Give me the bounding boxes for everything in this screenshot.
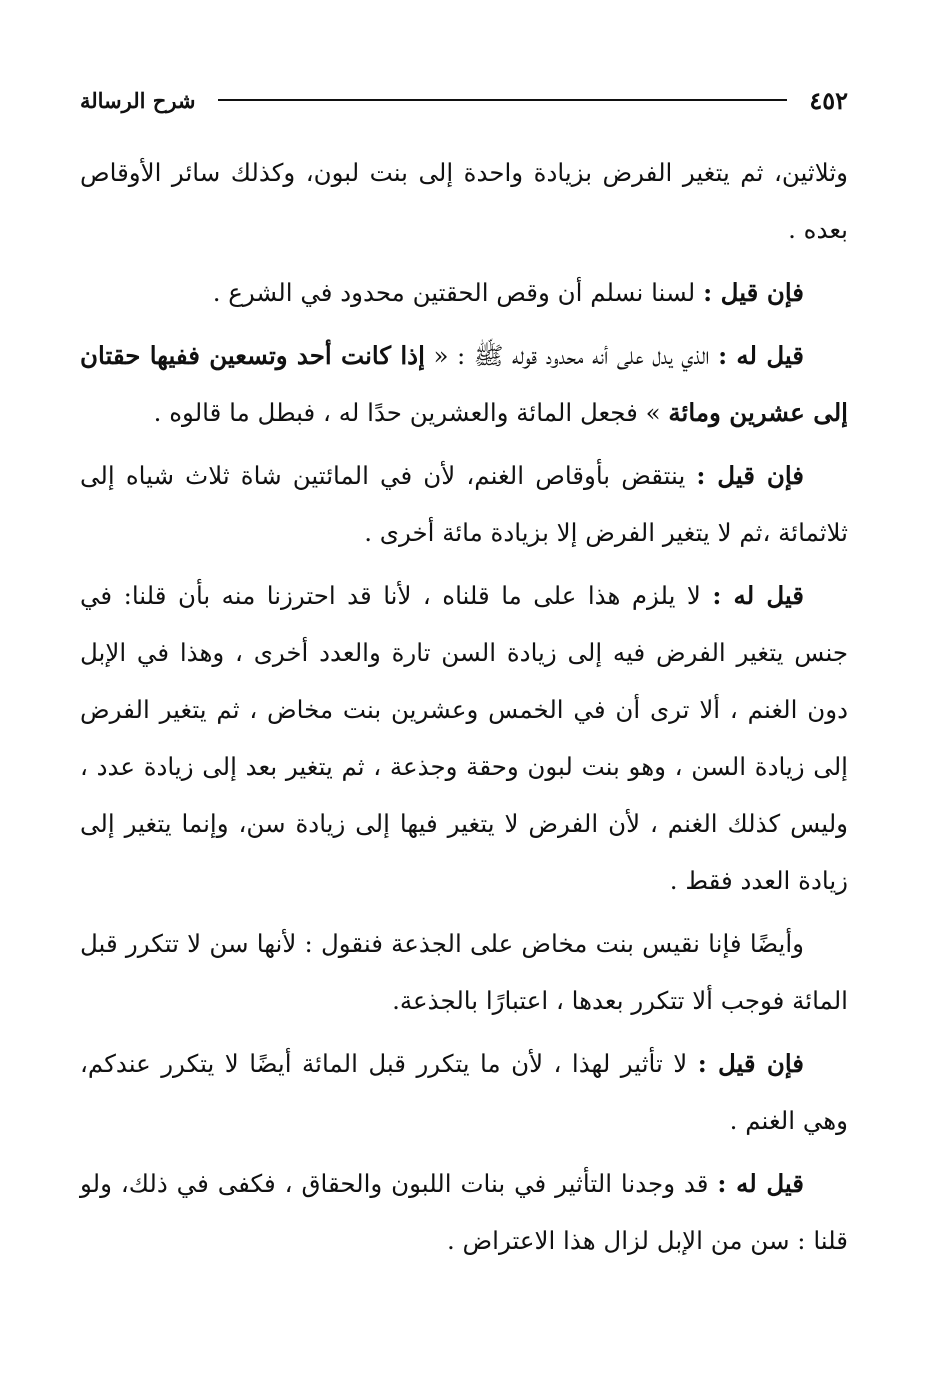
paragraph — [80, 1035, 848, 1149]
paragraph-lead: قيل له : — [717, 1169, 804, 1198]
running-header — [80, 78, 848, 122]
paragraph-text: وثلاثين، ثم يتغير الفرض بزيادة واحدة إلى بنت لبون، وكذلك سائر الأوقاص بعده . — [80, 158, 848, 244]
paragraph — [80, 144, 848, 258]
paragraph-text: لا يلزم هذا على ما قلناه ، لأنا قد احترزنا منه بأن قلنا: في جنس يتغير الفرض فيه إلى زيادة السن تارة والعدد أخرى ، وهذا في الإبل دون الغنم ، ألا ترى أن في الخمس وعشرين بنت مخاض ، ثم يتغير الفرض إلى زيادة السن ، وهو بنت لبون وحقة وجذعة ، ثم يتغير بعد إلى زيادة عدد ، وليس كذلك الغنم ، لأن الفرض لا يتغير فيها إلى زيادة سن، وإنما يتغير إلى زيادة العدد فقط . — [80, 581, 848, 895]
paragraph-text: ينتقض بأوقاص الغنم، لأن في المائتين شاة ثلاث شياه إلى ثلاثمائة ،ثم لا يتغير الفرض إلا بزيادة مائة أخرى . — [80, 461, 848, 547]
paragraph-lead: فإن قيل : — [703, 278, 804, 307]
paragraph — [80, 327, 848, 441]
paragraph-lead: فإن قيل : — [697, 1049, 804, 1078]
paragraph-text: وأيضًا فإنا نقيس بنت مخاض على الجذعة فنقول : لأنها سن لا تتكرر قبل المائة فوجب ألا تتكرر بعدها ، اعتبارًا بالجذعة. — [80, 929, 848, 1015]
paragraph — [80, 264, 848, 321]
paragraph-lead: قيل له : — [712, 581, 804, 610]
paragraph-text: » فجعل المائة والعشرين حدًا له ، فبطل ما قالوه . — [153, 398, 669, 427]
paragraph-lead: فإن قيل : — [696, 461, 804, 490]
paragraph — [80, 567, 848, 909]
paragraph-text: قد وجدنا التأثير في بنات اللبون والحقاق ، فكفى في ذلك، ولو قلنا : سن من الإبل لزال هذا الاعتراض . — [80, 1169, 848, 1255]
page-number: ٤٥٢ — [809, 85, 848, 115]
book-page — [80, 78, 848, 1275]
paragraph — [80, 447, 848, 561]
page-body — [80, 144, 848, 1269]
paragraph-text: الذي يدل على أنه محدود قوله ﷺ : « — [424, 341, 719, 370]
paragraph-text: لا تأثير لهذا ، لأن ما يتكرر قبل المائة أيضًا لا يتكرر عندكم، وهي الغنم . — [80, 1049, 848, 1135]
paragraph — [80, 1155, 848, 1269]
paragraph-text: لسنا نسلم أن وقص الحقتين محدود في الشرع . — [212, 278, 704, 307]
paragraph-lead: قيل له : — [718, 341, 804, 370]
header-rule — [218, 99, 788, 101]
paragraph — [80, 915, 848, 1029]
hadith-quote: إذا كانت أحد وتسعين ففيها حقتان إلى عشرين ومائة — [80, 341, 848, 427]
book-title: شرح الرسالة — [80, 87, 196, 113]
